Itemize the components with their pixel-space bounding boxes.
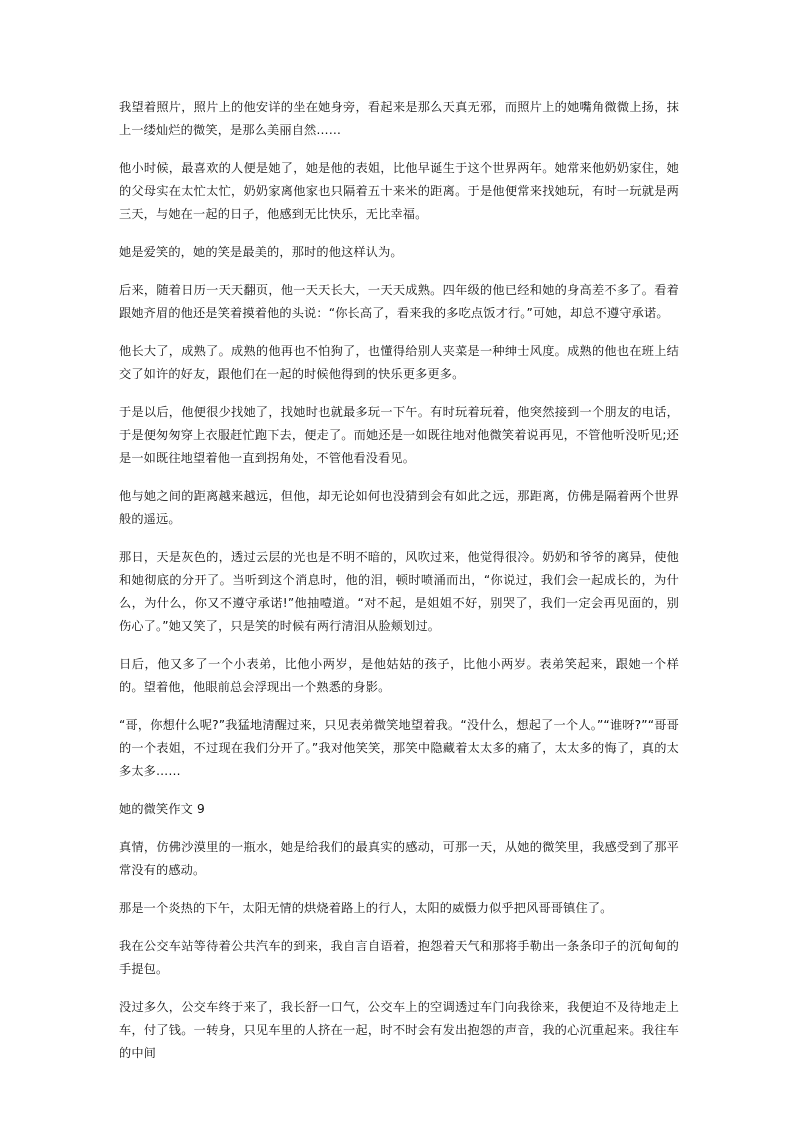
paragraph-14: 没过多久，公交车终于来了，我长舒一口气，公交车上的空调透过车门向我徐来，我便迫不及待地走上车，付了钱。一转身，只见车里的人挤在一起，时不时会有发出抱怨的声音，我的心沉重起来。我往车的中间 (119, 1000, 679, 1060)
paragraph-12: 那是一个炎热的下午，太阳无情的烘烧着路上的行人，太阳的威慑力似乎把风哥哥镇住了。 (119, 901, 613, 915)
paragraph-8: 那日，天是灰色的，透过云层的光也是不明不暗的，风吹过来，他觉得很冷。奶奶和爷爷的离异，使他和她彻底的分开了。当听到这个消息时，他的泪，顿时喷涌而出，“你说过，我们会一起成长的，为什么，为什么，你又不遵守承诺!”他抽噎道。“对不起，是姐姐不好，别哭了，我们一定会再见面的，别伤心了。”她又笑了，只是笑的时候有两行清泪从脸颊划过。 (119, 550, 679, 633)
paragraph-11: 真情，仿佛沙漠里的一瓶水，她是给我们的最真实的感动，可那一天，从她的微笑里，我感受到了那平常没有的感动。 (119, 840, 679, 877)
document-page (119, 96, 679, 1080)
paragraph-3: 她是爱笑的，她的笑是最美的，那时的他这样认为。 (119, 245, 403, 259)
paragraph-10: “哥，你想什么呢?”我猛地清醒过来，只见表弟微笑地望着我。“没什么，想起了一个人。”“谁呀?”“哥哥的一个表姐，不过现在我们分开了。”我对他笑笑，那笑中隐藏着太太多的痛了，太太多的悔了，真的太多太多…… (119, 718, 679, 778)
section-title: 她的微笑作文 9 (119, 802, 205, 816)
paragraph-4: 后来，随着日历一天天翻页，他一天天长大，一天天成熟。四年级的他已经和她的身高差不多了。看着跟她齐眉的他还是笑着摸着他的头说：“你长高了，看来我的多吃点饭才行。”可她，却总不遵守承诺。 (119, 283, 679, 320)
paragraph-2: 他小时候，最喜欢的人便是她了，她是他的表姐，比他早诞生于这个世界两年。她常来他奶奶家住，她的父母实在太忙太忙，奶奶家离他家也只隔着五十来米的距离。于是他便常来找她玩，有时一玩就是两三天，与她在一起的日子，他感到无比快乐，无比幸福。 (119, 161, 679, 221)
paragraph-7: 他与她之间的距离越来越远，但他，却无论如何也没猜到会有如此之远，那距离，仿佛是隔着两个世界般的遥远。 (119, 489, 679, 526)
paragraph-1: 我望着照片，照片上的他安详的坐在她身旁，看起来是那么天真无邪，而照片上的她嘴角微微上扬，抹上一缕灿烂的微笑，是那么美丽自然…… (119, 100, 679, 137)
paragraph-13: 我在公交车站等待着公共汽车的到来，我自言自语着，抱怨着天气和那将手勒出一条条印子的沉甸甸的手提包。 (119, 939, 679, 976)
paragraph-9: 日后，他又多了一个小表弟，比他小两岁，是他姑姑的孩子，比他小两岁。表弟笑起来，跟她一个样的。望着他，他眼前总会浮现出一个熟悉的身影。 (119, 657, 679, 694)
paragraph-6: 于是以后，他便很少找她了，找她时也就最多玩一下午。有时玩着玩着，他突然接到一个朋友的电话，于是便匆匆穿上衣服赶忙跑下去，便走了。而她还是一如既往地对他微笑着说再见，不管他听没听见;还是一如既往地望着他一直到拐角处，不管他看没看见。 (119, 405, 679, 465)
paragraph-5: 他长大了，成熟了。成熟的他再也不怕狗了，也懂得给别人夹菜是一种绅士风度。成熟的他也在班上结交了如许的好友，跟他们在一起的时候他得到的快乐更多更多。 (119, 344, 679, 381)
